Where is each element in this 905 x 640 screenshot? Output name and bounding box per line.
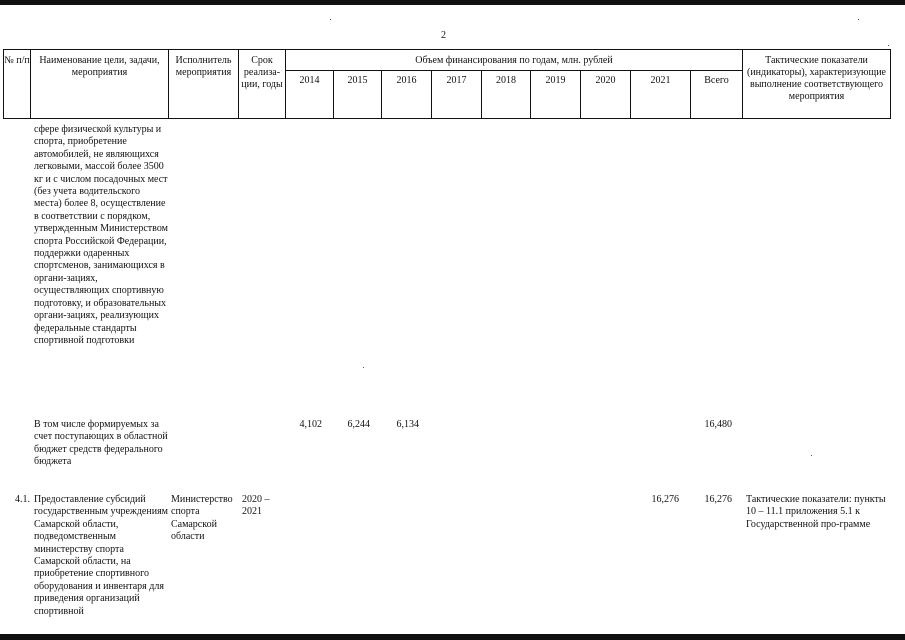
header-year-2017: 2017 xyxy=(446,75,467,86)
header-year-2015: 2015 xyxy=(347,75,368,86)
value-2015: 6,244 xyxy=(347,419,370,430)
row-name: В том числе формируемых за счет поступающих в областной бюджет средств федерального бюджета xyxy=(34,419,168,468)
row-executor: Министерство спорта Самарской области xyxy=(171,494,233,543)
header-indicators: Тактические показатели (индикаторы), характеризующие выполнение соответствующего мероприятия xyxy=(747,55,886,102)
page-number: 2 xyxy=(441,30,446,41)
row-name: Предоставление субсидий государственным учреждениям Самарской области, подведомственным министерству спорта Самарской области, на приобретение спортивного оборудования и инвентаря для приведения организаций спортивной xyxy=(34,494,168,617)
header-year-2014: 2014 xyxy=(299,75,320,86)
row-indicators: Тактические показатели: пункты 10 – 11.1 приложения 5.1 к Государственной про-грамме xyxy=(746,494,886,530)
scan-speck xyxy=(858,19,859,20)
header-year-2016: 2016 xyxy=(396,75,417,86)
row-name: сфере физической культуры и спорта, приобретение автомобилей, не являющихся легковыми, массой более 3500 кг и с числом посадочных мест (без учета водительского места) более 8, осуществление в соответствии с порядком, утвержденным Министерством спорта Российской Федерации, поддержки одаренных спортсменов, занимающихся в органи-зациях, осуществляющих спортивную подготовку, и образовательных органи-зациях, реализующих федеральные стандарты спортивной подготовки xyxy=(34,124,168,346)
header-term: Срок реализа-ции, годы xyxy=(241,55,283,90)
scan-speck xyxy=(888,45,889,46)
scan-bottom-border xyxy=(0,634,905,640)
value-2016: 6,134 xyxy=(396,419,419,430)
row-term: 2020 – 2021 xyxy=(242,494,270,518)
header-year-2018: 2018 xyxy=(496,75,516,86)
header-name: Наименование цели, задачи, мероприятия xyxy=(39,55,160,78)
header-year-2021: 2021 xyxy=(650,75,671,86)
scan-speck xyxy=(330,19,331,20)
header-year-2020: 2020 xyxy=(595,75,616,86)
header-funding: Объем финансирования по годам, млн. рублей xyxy=(415,55,613,66)
value-2021: 16,276 xyxy=(651,494,679,505)
header-total: Всего xyxy=(704,75,729,86)
value-2014: 4,102 xyxy=(299,419,322,430)
row-number: 4.1. xyxy=(15,494,30,505)
header-number: № п/п xyxy=(4,55,30,66)
header-executor: Исполнитель мероприятия xyxy=(175,55,232,78)
header-year-2019: 2019 xyxy=(545,75,566,86)
value-total: 16,276 xyxy=(704,494,732,505)
value-total: 16,480 xyxy=(704,419,732,430)
scan-speck xyxy=(811,455,812,456)
scan-top-border xyxy=(0,0,905,5)
scan-speck xyxy=(363,367,364,368)
